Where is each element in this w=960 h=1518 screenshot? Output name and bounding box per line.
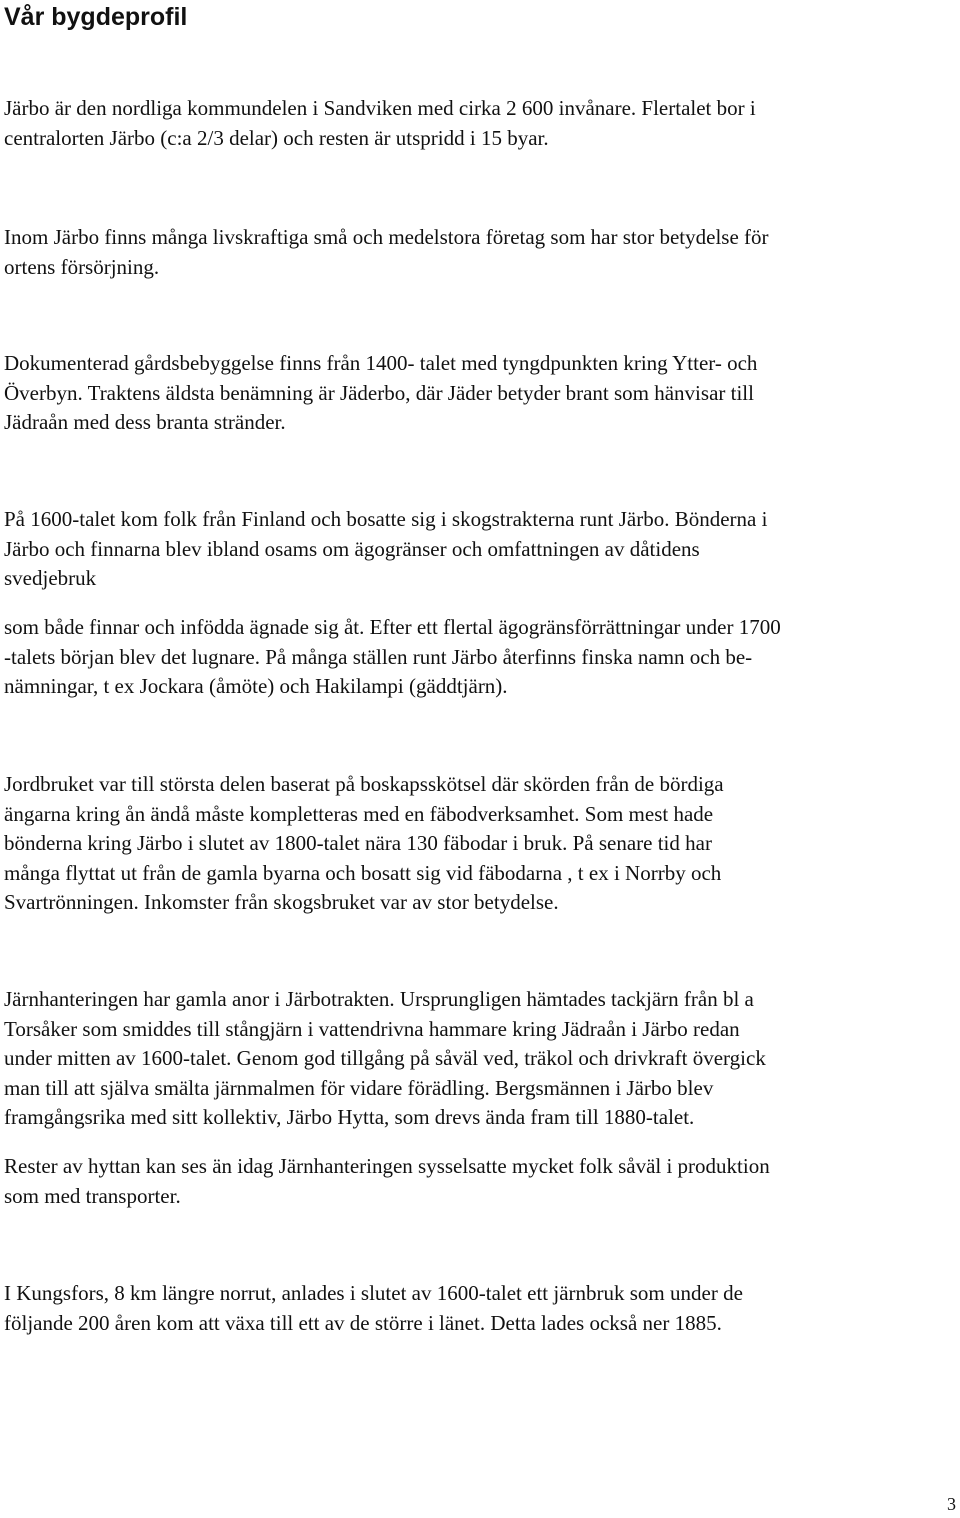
- paragraph-companies: Inom Järbo finns många livskraftiga små och medelstora företag som har stor betydelse för ortens försörjning.: [4, 225, 769, 279]
- paragraph-history: Dokumenterad gårdsbebyggelse finns från 1400- talet med tyngdpunkten kring Ytter- och Överbyn. Traktens äldsta benämning är Jäderbo, där Jäder betyder brant som hänvisar till Jädraån med dess branta stränder.: [4, 351, 758, 434]
- paragraph-finnish-settlers: På 1600-talet kom folk från Finland och bosatte sig i skogstrakterna runt Järbo. Bönderna i Järbo och finnarna blev ibland osams om ägogränser och omfattningen av dåtidens svedjebruk: [4, 507, 768, 590]
- page-number: 3: [947, 1494, 956, 1514]
- paragraph-population: Järbo är den nordliga kommundelen i Sandviken med cirka 2 600 invånare. Flertalet bor i centralorten Järbo (c:a 2/3 delar) och resten är utspridd i 15 byar.: [4, 96, 756, 150]
- paragraph-furnace-remains: Rester av hyttan kan ses än idag Järnhanteringen sysselsatte mycket folk såväl i produktion som med transporter.: [4, 1154, 770, 1208]
- page-title: Vår bygdeprofil: [4, 3, 188, 31]
- paragraph-agriculture: Jordbruket var till största delen baserat på boskapsskötsel där skörden från de bördiga ängarna kring ån ändå måste kompletteras med en fäbodverksamhet. Som mest hade bönderna kring Järbo i slutet av 1800-talet nära 130 fäbodar i bruk. På senare tid har många flyttat ut från de gamla byarna och bosatt sig vid fäbodarna , t ex i Norrby och Svartrönningen. Inkomster från skogsbruket var av stor betydelse.: [4, 772, 724, 914]
- paragraph-iron-handling: Järnhanteringen har gamla anor i Järbotrakten. Ursprungligen hämtades tackjärn från bl a Torsåker som smiddes till stångjärn i vattendrivna hammare kring Jädraån i Järbo redan under mitten av 1600-talet. Genom god tillgång på såväl ved, träkol och drivkraft övergick man till att själva smälta järnmalmen för vidare förädling. Bergsmännen i Järbo blev framgångsrika med sitt kollektiv, Järbo Hytta, som drevs ända fram till 1880-talet.: [4, 987, 766, 1129]
- paragraph-kungsfors: I Kungsfors, 8 km längre norrut, anlades i slutet av 1600-talet ett järnbruk som under de följande 200 åren kom att växa till ett av de större i länet. Detta lades också ner 1885.: [4, 1281, 743, 1335]
- paragraph-land-borders: som både finnar och infödda ägnade sig åt. Efter ett flertal ägogränsförrättningar under 1700 -talets början blev det lugnare. På många ställen runt Järbo återfinns finska namn och be- nämningar, t ex Jockara (åmöte) och Hakilampi (gäddtjärn).: [4, 615, 781, 698]
